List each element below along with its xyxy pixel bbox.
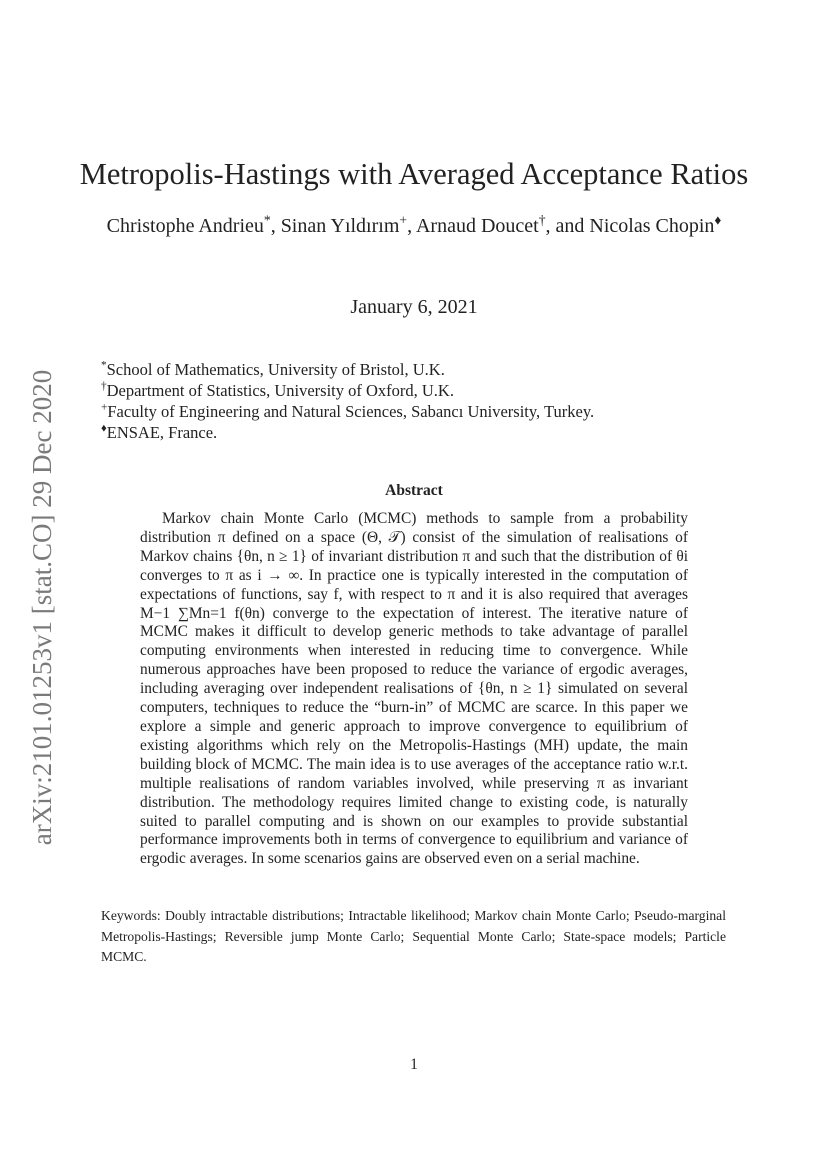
arxiv-stamp	[23, 356, 63, 858]
affiliation-item	[101, 359, 594, 380]
author-4-mark: ♦	[714, 212, 722, 228]
author-4: Nicolas Chopin	[589, 215, 715, 237]
affiliation-item	[101, 380, 594, 401]
keywords: Keywords: Doubly intractable distributions; Intractable likelihood; Markov chain Monte Carlo; Pseudo-marginal Metropolis-Hastings; Reversible jump Monte Carlo; Sequential Monte Carlo; State-space models; Particle MCMC.	[101, 908, 726, 964]
affiliation-text: ENSAE, France.	[106, 423, 218, 442]
author-separator: ,	[270, 215, 281, 237]
paper-date: January 6, 2021	[350, 296, 478, 318]
paper-title: Metropolis-Hastings with Averaged Acceptance Ratios	[79, 157, 749, 191]
affiliation-text: School of Mathematics, University of Bristol, U.K.	[106, 360, 445, 379]
author-3: Arnaud Doucet	[415, 215, 539, 237]
page-number: 1	[410, 1056, 418, 1073]
author-separator: , and	[545, 215, 590, 237]
arxiv-stamp-text: arXiv:2101.01253v1 [stat.CO] 29 Dec 2020	[27, 369, 58, 845]
affiliation-text: Faculty of Engineering and Natural Sciences, Sabancı University, Turkey.	[107, 402, 595, 421]
author-list	[95, 214, 733, 239]
affiliation-text: Department of Statistics, University of Oxford, U.K.	[106, 381, 454, 400]
affiliation-mark: *	[101, 359, 107, 372]
author-2: Sinan Yıldırım	[280, 215, 400, 237]
affiliation-item	[101, 401, 594, 422]
affiliation-item	[101, 422, 594, 443]
author-separator: ,	[407, 215, 416, 237]
affiliation-list	[101, 359, 594, 443]
affiliation-mark: ♦	[101, 422, 107, 435]
author-3-mark: †	[538, 212, 546, 228]
abstract-text: Markov chain Monte Carlo (MCMC) methods to sample from a probability distribution π defined on a space (Θ, 𝒯) consist of the simulation of realisations of Markov chains {θn, n ≥ 1} of invariant distribution π and such that the distribution of θi converges to π as i → ∞. In practice one is typically interested in the computation of expectations of functions, say f, with respect to π and it is also required that averages M−1 ∑Mn=1 f(θn) converge to the expectation of interest. The iterative nature of MCMC makes it difficult to develop generic methods to take advantage of parallel computing environments when interested in reducing time to convergence. While numerous approaches have been proposed to reduce the variance of ergodic averages, including averaging over independent realisations of {θn, n ≥ 1} simulated on several computers, techniques to reduce the “burn-in” of MCMC are scarce. In this paper we explore a simple and generic approach to improve convergence to equilibrium of existing algorithms which rely on the Metropolis-Hastings (MH) update, the main building block of MCMC. The main idea is to use averages of the acceptance ratio w.r.t. multiple realisations of random variables involved, while preserving π as invariant distribution. The methodology requires limited change to existing code, is naturally suited to parallel computing and is shown on our examples to provide substantial performance improvements both in terms of convergence to equilibrium and variance of ergodic averages. In some scenarios gains are observed even on a serial machine.	[140, 510, 688, 868]
author-1-mark: *	[263, 212, 271, 228]
author-1: Christophe Andrieu	[106, 215, 264, 237]
abstract-heading: Abstract	[385, 482, 443, 499]
affiliation-mark: †	[101, 380, 107, 393]
author-2-mark: +	[399, 212, 408, 228]
affiliation-mark: +	[101, 401, 108, 414]
